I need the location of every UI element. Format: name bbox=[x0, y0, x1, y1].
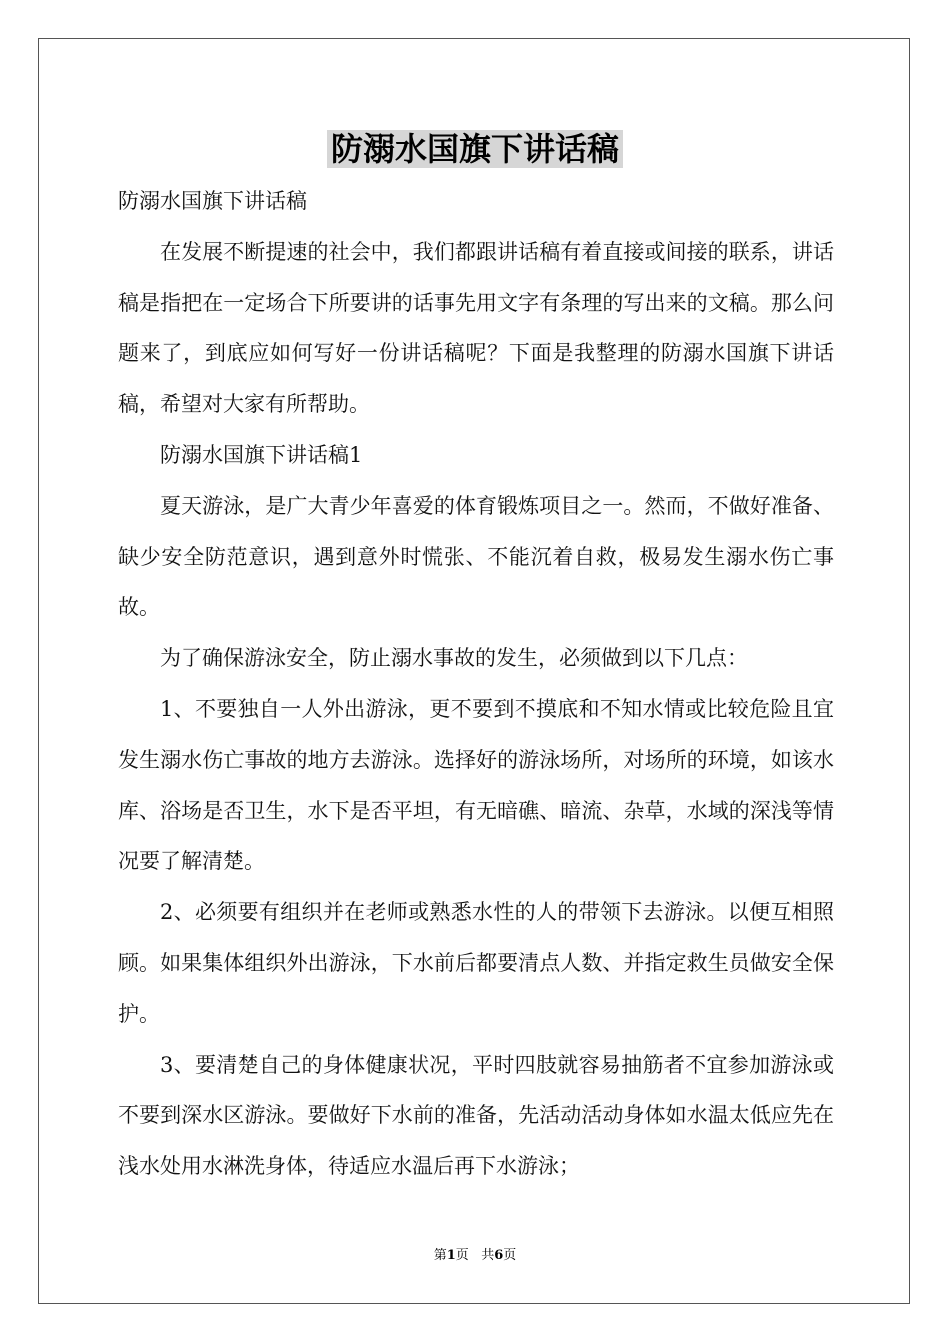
paragraph-point-2: 2、必须要有组织并在老师或熟悉水性的人的带领下去游泳。以便互相照顾。如果集体组织外出游泳，下水前后都要清点人数、并指定救生员做安全保护。 bbox=[118, 900, 834, 1026]
page-footer bbox=[0, 1244, 950, 1263]
footer-prefix: 第 bbox=[433, 1248, 447, 1263]
paragraph-point-3: 3、要清楚自己的身体健康状况，平时四肢就容易抽筋者不宜参加游泳或不要到深水区游泳。要做好下水前的准备，先活动活动身体如水温太低应先在浅水处用水淋洗身体，待适应水温后再下水游泳； bbox=[118, 1052, 834, 1179]
document-body bbox=[118, 176, 834, 1192]
footer-current-page: 1 bbox=[446, 1248, 456, 1263]
paragraph-subtitle: 防溺水国旗下讲话稿 bbox=[118, 189, 307, 213]
document-title-text: 防溺水国旗下讲话稿 bbox=[327, 130, 623, 168]
paragraph: 夏天游泳，是广大青少年喜爱的体育锻炼项目之一。然而，不做好准备、缺少安全防范意识，遇到意外时慌张、不能沉着自救，极易发生溺水伤亡事故。 bbox=[118, 493, 834, 620]
footer-total-suffix: 页 bbox=[503, 1248, 517, 1263]
paragraph-intro: 在发展不断提速的社会中，我们都跟讲话稿有着直接或间接的联系，讲话稿是指把在一定场合下所要讲的话事先用文字有条理的写出来的文稿。那么问题来了，到底应如何写好一份讲话稿呢？下面是我整理的防溺水国旗下讲话稿，希望对大家有所帮助。 bbox=[118, 239, 834, 417]
paragraph-point-1: 1、不要独自一人外出游泳，更不要到不摸底和不知水情或比较危险且宜发生溺水伤亡事故的地方去游泳。选择好的游泳场所，对场所的环境，如该水库、浴场是否卫生，水下是否平坦，有无暗礁、暗流、杂草，水域的深浅等情况要了解清楚。 bbox=[118, 696, 834, 874]
paragraph: 为了确保游泳安全，防止溺水事故的发生，必须做到以下几点： bbox=[160, 646, 748, 671]
footer-total-prefix: 共 bbox=[481, 1248, 495, 1263]
paragraph-section-heading: 防溺水国旗下讲话稿1 bbox=[160, 442, 363, 467]
document-title bbox=[0, 124, 950, 174]
footer-total-pages: 6 bbox=[494, 1248, 504, 1263]
footer-page-word: 页 bbox=[455, 1248, 469, 1263]
